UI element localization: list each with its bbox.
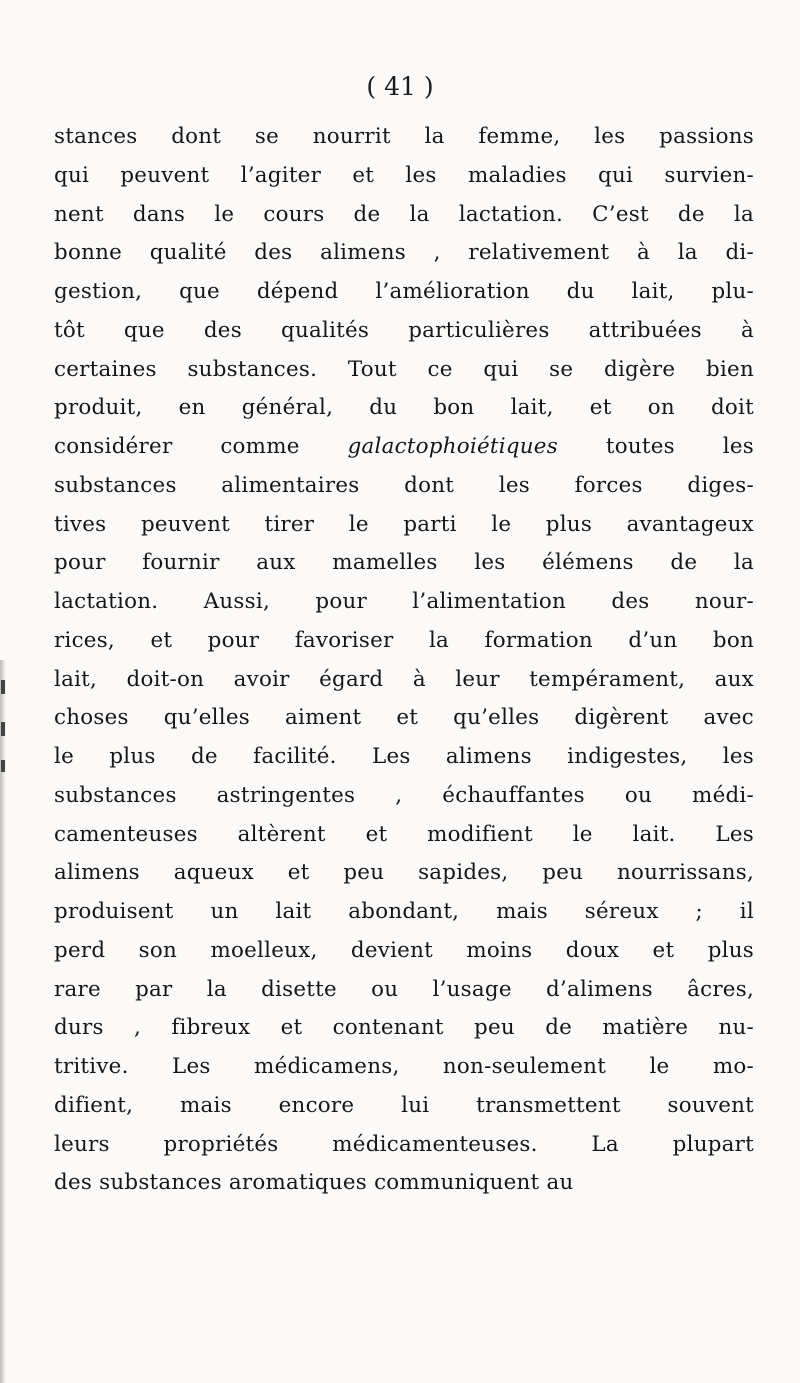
text-line: gestion, que dépend l’amélioration du lait, plu-: [54, 279, 754, 304]
text-line: qui peuvent l’agiter et les maladies qui survien-: [54, 162, 754, 188]
page-number: ( 41 ): [366, 72, 434, 101]
text-line: rare par la disette ou l’usage d’alimens âcres,: [54, 976, 754, 1002]
body-text: [54, 118, 754, 1203]
binding-mark: [1, 680, 5, 694]
text-line: substances alimentaires dont les forces diges-: [54, 472, 754, 498]
binding-mark: [1, 760, 5, 772]
text-line: lait, doit-on avoir égard à leur tempérament, aux: [54, 666, 754, 692]
text-line: tôt que des qualités particulières attribuées à: [54, 317, 754, 343]
text-line: bonne qualité des alimens , relativement à la di-: [54, 240, 754, 266]
text-line-with-italic: [54, 428, 754, 467]
text-line: choses qu’elles aiment et qu’elles digèrent avec: [54, 705, 754, 731]
text-line: difient, mais encore lui transmettent souvent: [54, 1092, 754, 1118]
text-line: durs , fibreux et contenant peu de matière nu-: [54, 1015, 754, 1041]
text-line: camenteuses altèrent et modifient le lait. Les: [54, 821, 754, 847]
text-line: pour fournir aux mamelles les élémens de la: [54, 550, 754, 576]
text-line: tritive. Les médicamens, non-seulement le mo-: [54, 1054, 754, 1079]
text-line: nent dans le cours de la lactation. C’est de la: [54, 201, 754, 227]
text-line: certaines substances. Tout ce qui se digère bien: [54, 356, 754, 382]
text-line: des substances aromatiques communiquent au: [54, 1170, 574, 1196]
text-line: lactation. Aussi, pour l’alimentation des nour-: [54, 589, 754, 614]
italic-term: galactophoiétiques: [347, 434, 558, 459]
text-line: alimens aqueux et peu sapides, peu nourrissans,: [54, 860, 754, 886]
text-line: tives peuvent tirer le parti le plus avantageux: [54, 511, 754, 537]
text-line: leurs propriétés médicamenteuses. La plupart: [54, 1131, 754, 1157]
text-segment: toutes les: [605, 434, 754, 459]
text-line: le plus de facilité. Les alimens indigestes, les: [54, 744, 754, 769]
text-line: perd son moelleux, devient moins doux et plus: [54, 937, 754, 963]
page-binding-edge: [0, 660, 6, 1383]
text-line: stances dont se nourrit la femme, les passions: [54, 124, 754, 149]
text-line: substances astringentes , échauffantes ou médi-: [54, 782, 754, 808]
binding-mark: [1, 722, 5, 736]
text-line: produit, en général, du bon lait, et on doit: [54, 395, 754, 421]
text-line: produisent un lait abondant, mais séreux ; il: [54, 899, 754, 924]
text-line: rices, et pour favoriser la formation d’un bon: [54, 627, 754, 653]
text-segment: considérer comme: [54, 434, 300, 459]
